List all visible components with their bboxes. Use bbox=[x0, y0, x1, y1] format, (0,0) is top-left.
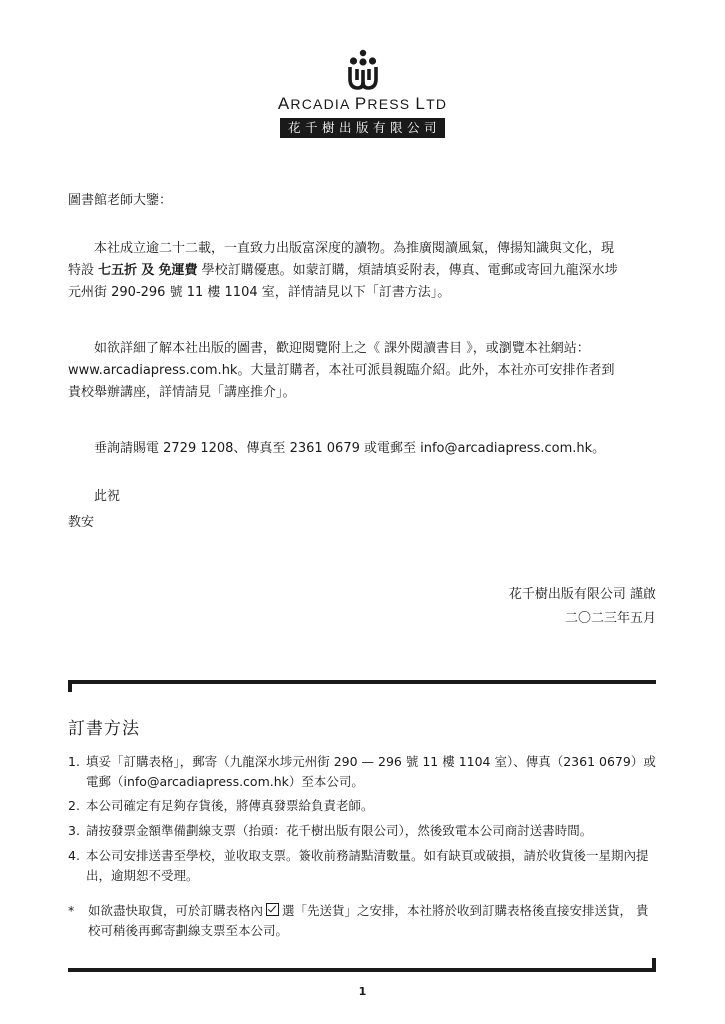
section-divider-bottom bbox=[68, 958, 656, 972]
logo-chinese-name: 花千樹出版有限公司 bbox=[280, 118, 445, 138]
salutation: 圖書館老師大鑒： bbox=[68, 193, 173, 208]
ordering-section-title: 訂書方法 bbox=[68, 719, 140, 739]
paragraph-1-line-3: 元州街 290-296 號 11 樓 1104 室，詳情請見以下「訂書方法」。 bbox=[68, 285, 451, 300]
section-divider-top bbox=[68, 680, 656, 692]
closing-line-2: 教安 bbox=[68, 515, 95, 530]
paragraph-1 bbox=[68, 238, 618, 304]
checkbox-checked-icon bbox=[266, 903, 279, 916]
paragraph-1-line-1: 本社成立逾二十二載，一直致力出版富深度的讀物。為推廣閱讀風氣，傳揚知識與文化，現 bbox=[94, 241, 615, 256]
closing-line-1: 此祝 bbox=[94, 489, 121, 504]
paragraph-2-line-1: 如欲詳細了解本社出版的圖書，歡迎閱覽附上之《 課外閱讀書目 》，或瀏覽本社網站： bbox=[94, 341, 590, 356]
logo-english-name: ARCADIA PRESS LTD bbox=[277, 94, 448, 113]
contact-paragraph: 垂詢請賜電 2729 1208、傳真至 2361 0679 或電郵至 info@arcadiapress.com.hk。 bbox=[94, 441, 606, 456]
paragraph-1-line-2: 特設 七五折 及 免運費 學校訂購優惠。如蒙訂購，煩請填妥附表，傳真、電郵或寄回九龍深水埗 bbox=[68, 263, 618, 278]
arcadia-press-logo-icon bbox=[341, 48, 385, 92]
list-item: 3. 請按發票金額準備劃線支票（抬頭：花千樹出版有限公司），然後致電本公司商討送書時間。 bbox=[68, 823, 593, 838]
discount-highlight: 七五折 bbox=[98, 263, 138, 278]
paragraph-2-line-2: www.arcadiapress.com.hk。大量訂購者，本社可派員親臨介紹。此外，本社亦可安排作者到 bbox=[68, 363, 615, 378]
paragraph-2-line-3: 貴校舉辦講座，詳情請見「講座推介」。 bbox=[68, 385, 296, 400]
list-item: 1. 填妥「訂購表格」，郵寄（九龍深水埗元州街 290 — 296 號 11 樓 1104 室）、傳真（2361 0679）或 電郵（info@arcadiapress.com.hk）至本公司。 bbox=[68, 754, 656, 789]
order-note: * 如欲盡快取貨，可於訂購表格內 選「先送貨」之安排，本社將於收到訂購表格後直接安排送貨， 貴 校可稍後再郵寄劃線支票至本公司。 bbox=[68, 903, 649, 938]
date: 二〇二三年五月 bbox=[564, 611, 656, 626]
signature: 花千樹出版有限公司 謹啟 bbox=[508, 587, 656, 602]
paragraph-2 bbox=[68, 338, 614, 404]
free-shipping-highlight: 免運費 bbox=[158, 263, 198, 278]
logo-header bbox=[0, 48, 725, 138]
page-number: 1 bbox=[358, 985, 367, 998]
list-item: 2. 本公司確定有足夠存貨後，將傳真發票給負責老師。 bbox=[68, 798, 374, 813]
list-item: 4. 本公司安排送書至學校，並收取支票。簽收前務請點清數量。如有缺頁或破損，請於收貨後一星期內提 出，逾期恕不受理。 bbox=[68, 848, 649, 883]
